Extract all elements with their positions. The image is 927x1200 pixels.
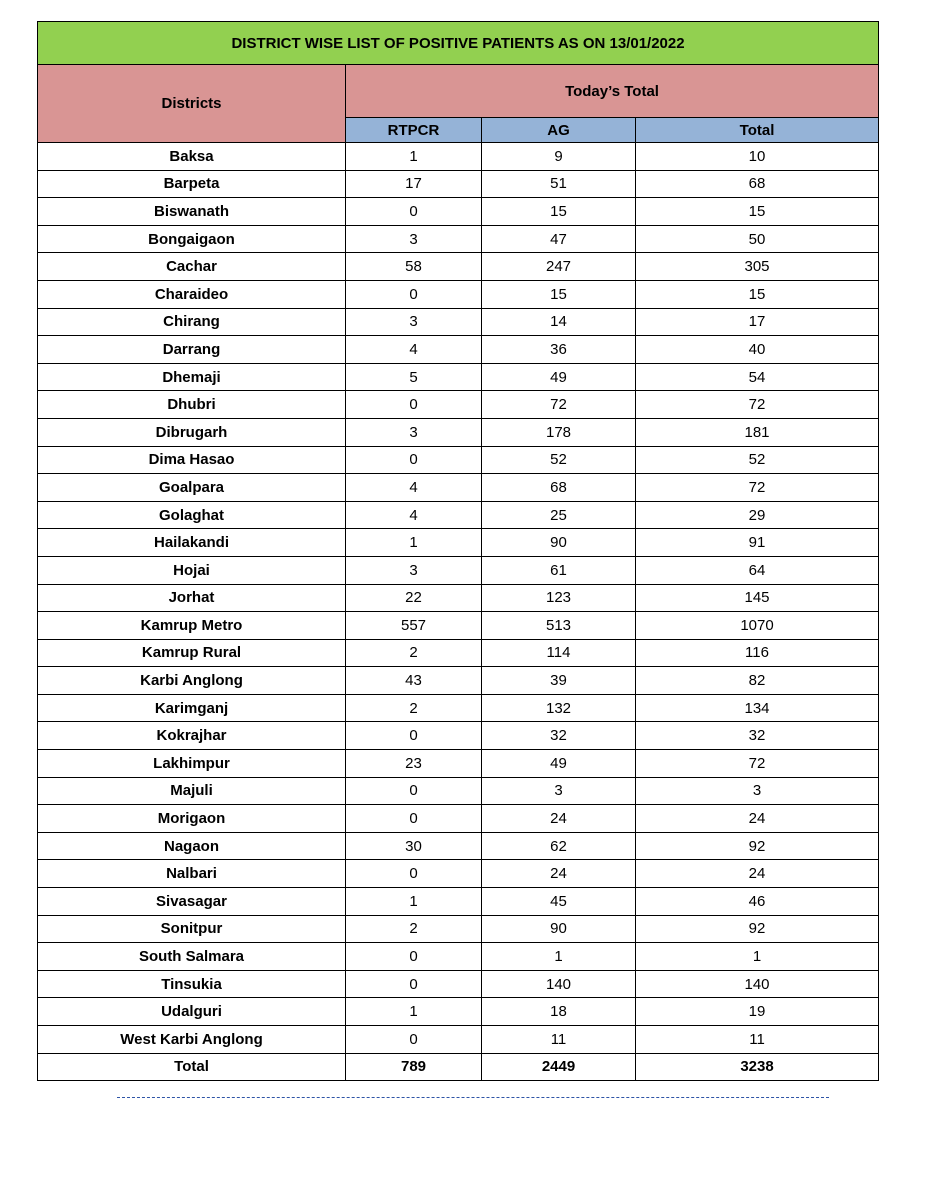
table-row [38, 1026, 879, 1054]
ag-cell: 247 [482, 253, 636, 281]
rtpcr-cell: 4 [346, 501, 482, 529]
table-row [38, 667, 879, 695]
ag-cell: 52 [482, 446, 636, 474]
district-cell: Dima Hasao [38, 446, 346, 474]
district-cell: Biswanath [38, 198, 346, 226]
district-cell: Hojai [38, 556, 346, 584]
district-cell: Sivasagar [38, 888, 346, 916]
ag-cell: 14 [482, 308, 636, 336]
rtpcr-column-header: RTPCR [346, 118, 482, 143]
ag-cell: 90 [482, 529, 636, 557]
table-row [38, 225, 879, 253]
rtpcr-cell: 3 [346, 418, 482, 446]
table-row [38, 915, 879, 943]
total-cell: 181 [636, 418, 879, 446]
rtpcr-cell: 2 [346, 915, 482, 943]
rtpcr-cell: 1 [346, 888, 482, 916]
district-cell: Goalpara [38, 474, 346, 502]
total-cell: 91 [636, 529, 879, 557]
district-cell: Dhemaji [38, 363, 346, 391]
rtpcr-cell: 0 [346, 198, 482, 226]
total-cell: 46 [636, 888, 879, 916]
district-cell: Jorhat [38, 584, 346, 612]
table-row [38, 694, 879, 722]
ag-cell: 47 [482, 225, 636, 253]
district-cell: Kamrup Metro [38, 612, 346, 640]
totals-rtpcr: 789 [346, 1053, 482, 1081]
district-cell: Bongaigaon [38, 225, 346, 253]
ag-cell: 15 [482, 198, 636, 226]
ag-cell: 9 [482, 143, 636, 171]
district-cell: West Karbi Anglong [38, 1026, 346, 1054]
district-cell: Morigaon [38, 805, 346, 833]
todays-total-group-header: Today’s Total [346, 65, 879, 118]
ag-cell: 1 [482, 943, 636, 971]
ag-cell: 51 [482, 170, 636, 198]
total-cell: 134 [636, 694, 879, 722]
ag-cell: 123 [482, 584, 636, 612]
ag-column-header: AG [482, 118, 636, 143]
rtpcr-cell: 557 [346, 612, 482, 640]
ag-cell: 39 [482, 667, 636, 695]
ag-cell: 140 [482, 970, 636, 998]
district-cell: Kokrajhar [38, 722, 346, 750]
table-row [38, 888, 879, 916]
ag-cell: 132 [482, 694, 636, 722]
district-cell: South Salmara [38, 943, 346, 971]
table-row [38, 308, 879, 336]
rtpcr-cell: 0 [346, 777, 482, 805]
total-cell: 19 [636, 998, 879, 1026]
total-cell: 40 [636, 336, 879, 364]
table-row [38, 474, 879, 502]
ag-cell: 11 [482, 1026, 636, 1054]
ag-cell: 24 [482, 860, 636, 888]
total-cell: 52 [636, 446, 879, 474]
rtpcr-cell: 4 [346, 336, 482, 364]
total-cell: 54 [636, 363, 879, 391]
table-row [38, 970, 879, 998]
ag-cell: 513 [482, 612, 636, 640]
district-cell: Barpeta [38, 170, 346, 198]
ag-cell: 18 [482, 998, 636, 1026]
ag-cell: 178 [482, 418, 636, 446]
rtpcr-cell: 3 [346, 225, 482, 253]
table-row [38, 391, 879, 419]
ag-cell: 15 [482, 280, 636, 308]
rtpcr-cell: 5 [346, 363, 482, 391]
district-cell: Baksa [38, 143, 346, 171]
district-cell: Charaideo [38, 280, 346, 308]
district-cell: Tinsukia [38, 970, 346, 998]
table-row [38, 336, 879, 364]
district-cell: Lakhimpur [38, 750, 346, 778]
total-cell: 145 [636, 584, 879, 612]
rtpcr-cell: 43 [346, 667, 482, 695]
totals-total: 3238 [636, 1053, 879, 1081]
total-cell: 29 [636, 501, 879, 529]
district-cell: Dibrugarh [38, 418, 346, 446]
ag-cell: 45 [482, 888, 636, 916]
rtpcr-cell: 58 [346, 253, 482, 281]
rtpcr-cell: 1 [346, 529, 482, 557]
table-row [38, 418, 879, 446]
total-cell: 50 [636, 225, 879, 253]
rtpcr-cell: 2 [346, 639, 482, 667]
district-cell: Kamrup Rural [38, 639, 346, 667]
rtpcr-cell: 3 [346, 556, 482, 584]
rtpcr-cell: 0 [346, 943, 482, 971]
ag-cell: 62 [482, 832, 636, 860]
rtpcr-cell: 0 [346, 391, 482, 419]
rtpcr-cell: 2 [346, 694, 482, 722]
ag-cell: 49 [482, 363, 636, 391]
district-cell: Nagaon [38, 832, 346, 860]
ag-cell: 36 [482, 336, 636, 364]
table-row [38, 556, 879, 584]
rtpcr-cell: 0 [346, 1026, 482, 1054]
table-row [38, 253, 879, 281]
total-cell: 72 [636, 391, 879, 419]
total-cell: 82 [636, 667, 879, 695]
total-column-header: Total [636, 118, 879, 143]
district-cell: Hailakandi [38, 529, 346, 557]
rtpcr-cell: 22 [346, 584, 482, 612]
table-row [38, 943, 879, 971]
district-cell: Cachar [38, 253, 346, 281]
total-cell: 92 [636, 915, 879, 943]
table-row [38, 143, 879, 171]
district-cell: Sonitpur [38, 915, 346, 943]
totals-label: Total [38, 1053, 346, 1081]
total-cell: 3 [636, 777, 879, 805]
rtpcr-cell: 4 [346, 474, 482, 502]
ag-cell: 25 [482, 501, 636, 529]
table-row [38, 750, 879, 778]
ag-cell: 32 [482, 722, 636, 750]
rtpcr-cell: 0 [346, 860, 482, 888]
total-cell: 1070 [636, 612, 879, 640]
total-cell: 11 [636, 1026, 879, 1054]
rtpcr-cell: 3 [346, 308, 482, 336]
totals-row [38, 1053, 879, 1081]
rtpcr-cell: 0 [346, 446, 482, 474]
district-cell: Udalguri [38, 998, 346, 1026]
table-row [38, 446, 879, 474]
rtpcr-cell: 0 [346, 280, 482, 308]
total-cell: 24 [636, 860, 879, 888]
districts-column-header: Districts [38, 65, 346, 143]
district-cell: Majuli [38, 777, 346, 805]
rtpcr-cell: 1 [346, 998, 482, 1026]
total-cell: 10 [636, 143, 879, 171]
total-cell: 24 [636, 805, 879, 833]
rtpcr-cell: 0 [346, 805, 482, 833]
total-cell: 72 [636, 474, 879, 502]
table-row [38, 529, 879, 557]
district-cell: Karimganj [38, 694, 346, 722]
table-row [38, 363, 879, 391]
rtpcr-cell: 0 [346, 970, 482, 998]
ag-cell: 90 [482, 915, 636, 943]
district-cell: Chirang [38, 308, 346, 336]
district-cell: Dhubri [38, 391, 346, 419]
total-cell: 15 [636, 198, 879, 226]
district-cell: Darrang [38, 336, 346, 364]
table-row [38, 198, 879, 226]
table-row [38, 722, 879, 750]
table-row [38, 612, 879, 640]
ag-cell: 49 [482, 750, 636, 778]
table-row [38, 639, 879, 667]
table-body [38, 143, 879, 1054]
district-positive-table [37, 21, 879, 1081]
rtpcr-cell: 1 [346, 143, 482, 171]
totals-ag: 2449 [482, 1053, 636, 1081]
total-cell: 64 [636, 556, 879, 584]
table-row [38, 860, 879, 888]
total-cell: 68 [636, 170, 879, 198]
ag-cell: 68 [482, 474, 636, 502]
rtpcr-cell: 17 [346, 170, 482, 198]
ag-cell: 3 [482, 777, 636, 805]
ag-cell: 24 [482, 805, 636, 833]
district-cell: Nalbari [38, 860, 346, 888]
table-row [38, 998, 879, 1026]
table-row [38, 832, 879, 860]
total-cell: 32 [636, 722, 879, 750]
rtpcr-cell: 30 [346, 832, 482, 860]
report-sheet [37, 21, 878, 1081]
district-cell: Golaghat [38, 501, 346, 529]
table-row [38, 805, 879, 833]
total-cell: 305 [636, 253, 879, 281]
total-cell: 92 [636, 832, 879, 860]
rtpcr-cell: 0 [346, 722, 482, 750]
ag-cell: 72 [482, 391, 636, 419]
footer-dashed-divider [117, 1097, 829, 1098]
table-row [38, 501, 879, 529]
total-cell: 140 [636, 970, 879, 998]
report-title: DISTRICT WISE LIST OF POSITIVE PATIENTS AS ON 13/01/2022 [38, 22, 879, 65]
total-cell: 15 [636, 280, 879, 308]
table-row [38, 280, 879, 308]
ag-cell: 61 [482, 556, 636, 584]
total-cell: 1 [636, 943, 879, 971]
table-row [38, 170, 879, 198]
total-cell: 72 [636, 750, 879, 778]
table-row [38, 777, 879, 805]
district-cell: Karbi Anglong [38, 667, 346, 695]
table-row [38, 584, 879, 612]
total-cell: 17 [636, 308, 879, 336]
rtpcr-cell: 23 [346, 750, 482, 778]
ag-cell: 114 [482, 639, 636, 667]
total-cell: 116 [636, 639, 879, 667]
